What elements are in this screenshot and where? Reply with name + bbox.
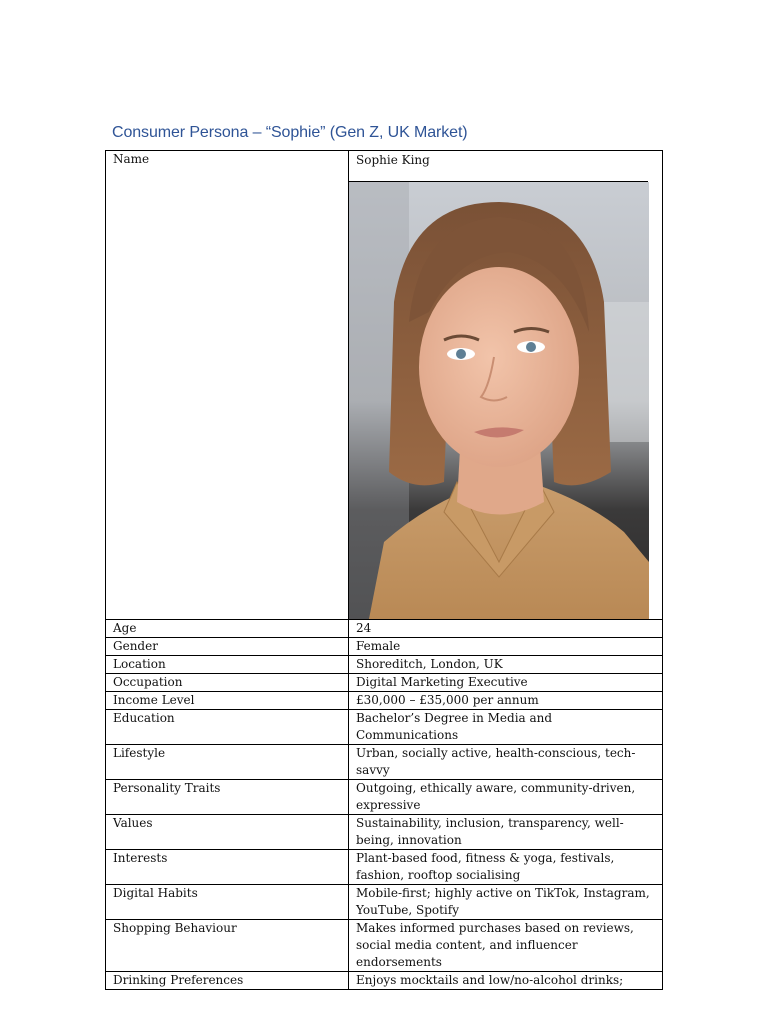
row-value: Shoreditch, London, UK — [349, 656, 663, 674]
persona-table — [105, 150, 663, 990]
document-title: Consumer Persona – “Sophie” (Gen Z, UK Market) — [112, 124, 468, 141]
row-label: Age — [106, 620, 349, 638]
table-row — [106, 972, 663, 990]
row-value: Outgoing, ethically aware, community-driven, expressive — [349, 780, 663, 815]
row-label: Shopping Behaviour — [106, 920, 349, 972]
table-row — [106, 815, 663, 850]
row-value: Mobile-first; highly active on TikTok, Instagram, YouTube, Spotify — [349, 885, 663, 920]
name-label: Name — [113, 152, 150, 166]
table-row — [106, 850, 663, 885]
row-value: Enjoys mocktails and low/no-alcohol drinks; — [349, 972, 663, 990]
value-cell-name — [349, 151, 663, 620]
row-label: Income Level — [106, 692, 349, 710]
row-value: £30,000 – £35,000 per annum — [349, 692, 663, 710]
row-label: Location — [106, 656, 349, 674]
table-row — [106, 710, 663, 745]
table-row — [106, 885, 663, 920]
table-row — [106, 920, 663, 972]
row-label: Digital Habits — [106, 885, 349, 920]
table-row — [106, 620, 663, 638]
row-label: Interests — [106, 850, 349, 885]
row-label: Occupation — [106, 674, 349, 692]
row-label: Education — [106, 710, 349, 745]
row-value: 24 — [349, 620, 663, 638]
row-value: Female — [349, 638, 663, 656]
table-row — [106, 780, 663, 815]
label-cell-name — [106, 151, 349, 620]
row-label: Gender — [106, 638, 349, 656]
table-row — [106, 638, 663, 656]
row-label: Values — [106, 815, 349, 850]
table-row — [106, 692, 663, 710]
row-value: Sustainability, inclusion, transparency, well-being, innovation — [349, 815, 663, 850]
row-label: Lifestyle — [106, 745, 349, 780]
row-value: Urban, socially active, health-conscious, tech-savvy — [349, 745, 663, 780]
row-label: Personality Traits — [106, 780, 349, 815]
row-value: Makes informed purchases based on reviews, social media content, and influencer endorsements — [349, 920, 663, 972]
persona-photo — [349, 182, 649, 619]
table-row — [106, 656, 663, 674]
table-row — [106, 745, 663, 780]
table-row-name — [106, 151, 663, 620]
row-value: Bachelor’s Degree in Media and Communications — [349, 710, 663, 745]
table-row — [106, 674, 663, 692]
row-value: Plant-based food, fitness & yoga, festivals, fashion, rooftop socialising — [349, 850, 663, 885]
row-label: Drinking Preferences — [106, 972, 349, 990]
name-value: Sophie King — [349, 151, 648, 182]
row-value: Digital Marketing Executive — [349, 674, 663, 692]
